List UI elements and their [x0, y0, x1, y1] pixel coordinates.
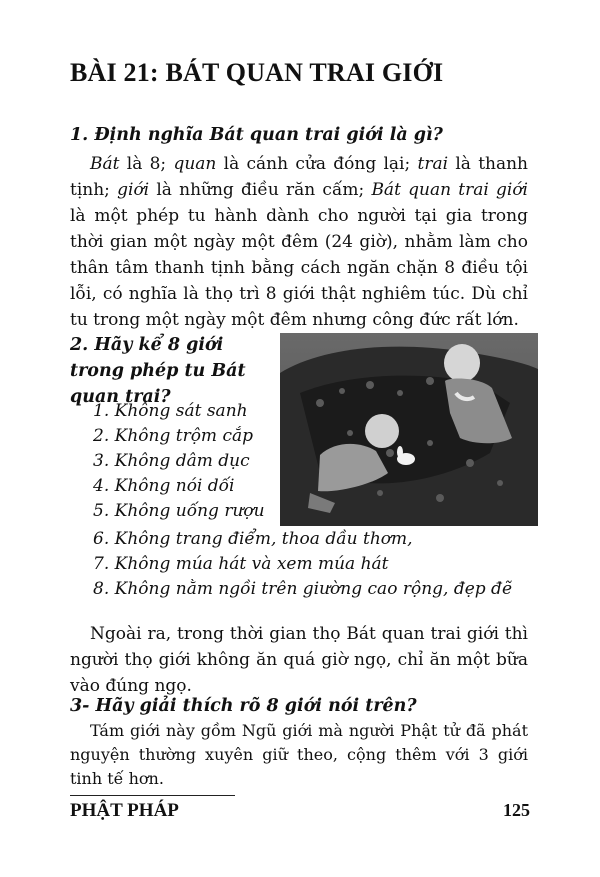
term-quan: quan	[173, 154, 217, 174]
lesson-title: BÀI 21: BÁT QUAN TRAI GIỚI	[70, 58, 444, 87]
text-quan: là cánh cửa đóng lại;	[216, 154, 418, 174]
page-number: 125	[503, 800, 530, 820]
text-gioi: là những điều răn cấm;	[149, 180, 372, 200]
precept-item: 2. Không trộm cắp	[93, 426, 253, 446]
term-trai: trai	[417, 154, 449, 174]
term-full: Bát quan trai giới	[371, 180, 528, 200]
running-footer: PHẬT PHÁP	[70, 800, 179, 821]
footer-divider	[70, 795, 235, 796]
precept-item: 1. Không sát sanh	[93, 401, 248, 421]
precept-list-top	[93, 399, 265, 524]
section1-heading: 1. Định nghĩa Bát quan trai giới là gì?	[70, 125, 443, 145]
section3-heading: 3- Hãy giải thích rõ 8 giới nói trên?	[70, 696, 417, 716]
section2-note: Ngoài ra, trong thời gian thọ Bát quan trai giới thì người thọ giới không ăn quá giờ ngọ, chỉ ăn một bữa vào đúng ngọ.	[70, 624, 528, 696]
section3-paragraph: Tám giới này gồm Ngũ giới mà người Phật tử đã phát nguyện thường xuyên giữ theo, cộng thêm với 3 giới tinh tế hơn.	[70, 721, 528, 788]
precept-item: 6. Không trang điểm, thoa dầu thơm,	[93, 529, 413, 549]
text-trai: là thanh tịnh;	[70, 154, 529, 200]
precept-item: 7. Không múa hát và xem múa hát	[93, 554, 389, 574]
precept-list-bottom	[93, 527, 512, 602]
precept-item: 8. Không nằm ngồi trên giường cao rộng, đẹp đẽ	[93, 579, 512, 599]
section2-heading: 2. Hãy kể 8 giới trong phép tu Bát quan trai?	[70, 335, 246, 407]
text-full: là một phép tu hành dành cho người tại gia trong thời gian một ngày một đêm (24 giờ), nhằm làm cho thân tâm thanh tịnh bằng cách ngăn chặn 8 điều tội lỗi, có nghĩa là thọ trì 8 giới thật nghiêm túc. Dù chỉ tu trong một ngày một đêm nhưng công đức rất lớn.	[70, 206, 528, 330]
term-bat: Bát	[90, 154, 120, 174]
precept-item: 3. Không dâm dục	[93, 451, 250, 471]
precept-item: 4. Không nói dối	[93, 476, 235, 496]
text-bat: là 8;	[119, 154, 174, 174]
section1-paragraph	[70, 151, 528, 333]
term-gioi: giới	[117, 180, 150, 200]
child-monks-photo	[280, 333, 538, 526]
precept-item: 5. Không uống rượu	[93, 501, 265, 521]
